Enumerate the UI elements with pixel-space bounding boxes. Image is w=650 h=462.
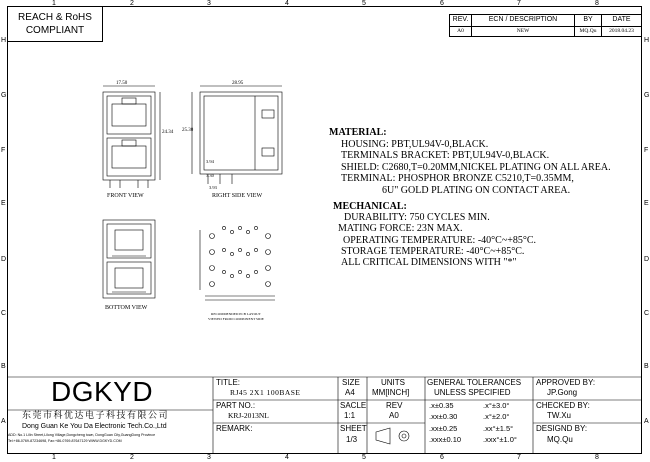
tolerance-angular: .x°±2.0° — [483, 412, 510, 421]
mechanical-section — [333, 201, 536, 268]
zone-col-7: 7 — [517, 0, 521, 7]
dim-side-small-1: 3.94 — [206, 159, 214, 164]
tolerance-linear: .xxx±0.10 — [429, 435, 462, 444]
tolerance-linear: .x±0.35 — [429, 401, 454, 410]
zone-col-3-bottom: 3 — [207, 454, 211, 461]
zone-row-b-right: B — [644, 363, 649, 370]
rev-row-rev: A0 — [449, 26, 472, 37]
zone-col-1: 1 — [52, 0, 56, 7]
zone-row-d: D — [1, 256, 7, 263]
tolerance-angular: .xxx°±1.0° — [483, 435, 517, 444]
size-value: A4 — [345, 388, 355, 397]
units-value: MM[INCH] — [372, 388, 410, 397]
pcb-layout-label-1: RECOMMENDED PCB LAYOUT — [211, 312, 261, 316]
tolerance-heading-1: GENERAL TOLERANCES — [427, 378, 522, 387]
zone-col-4: 4 — [285, 0, 289, 7]
material-line: TERMINALS BRACKET: PBT,UL94V-0,BLACK. — [341, 150, 550, 161]
rev-header-ecn: ECN / DESCRIPTION — [471, 14, 575, 27]
zone-row-a-right: A — [644, 418, 649, 425]
title-value: RJ45 2X1 100BASE — [230, 388, 301, 397]
zone-col-1-bottom: 1 — [52, 454, 56, 461]
zone-col-3: 3 — [207, 0, 211, 7]
mechanical-line: STORAGE TEMPERATURE: -40°C~+85°C. — [341, 245, 525, 257]
zone-col-2: 2 — [130, 0, 134, 7]
company-chinese-name: 东莞市科优达电子科技有限公司 — [22, 410, 170, 420]
company-english-name: Dong Guan Ke You Da Electronic Tech.Co.,Ltd — [22, 423, 167, 430]
bottom-view-label: BOTTOM VIEW — [105, 305, 148, 311]
rev-row-date: 2018.04.23 — [601, 26, 642, 37]
company-block — [7, 377, 213, 454]
sheet-value: 1/3 — [346, 435, 358, 444]
zone-col-8: 8 — [595, 0, 599, 7]
tolerance-linear: .xx±0.25 — [429, 424, 458, 433]
rev-header-date: DATE — [601, 14, 642, 27]
dim-side-small-2: 3.30 — [206, 173, 214, 178]
tolerance-angular: .x°±3.0° — [483, 401, 510, 410]
size-label: SIZE — [342, 378, 360, 387]
material-line: 6U" GOLD PLATING ON CONTACT AREA. — [382, 184, 571, 196]
approved-value: JP.Gong — [547, 388, 578, 397]
zone-row-g: G — [1, 92, 7, 99]
zone-col-8-bottom: 8 — [595, 454, 599, 461]
company-contact: Tel:+86-0769-87234698, Fax:+86-0769-87647129 WWW.DGKYD.COM — [8, 439, 122, 443]
zone-row-d-right: D — [644, 256, 650, 263]
compliance-line-1: REACH & RoHS — [18, 12, 92, 23]
tolerance-heading-2: UNLESS SPECIFIED — [434, 388, 511, 397]
material-line: HOUSING: PBT,UL94V-0,BLACK. — [341, 138, 489, 150]
zone-row-f: F — [1, 147, 6, 154]
material-line: SHIELD: C2680,T=0.20MM,NICKEL PLATING ON ALL AREA. — [341, 161, 611, 173]
scale-label: SACLE — [340, 401, 367, 410]
zone-row-a: A — [1, 418, 6, 425]
right-side-view-drawing — [192, 86, 282, 184]
checked-label: CHECKED BY: — [536, 401, 590, 410]
rev-row-by: MQ.Qu — [574, 26, 602, 37]
pcb-layout-drawing — [200, 226, 275, 300]
zone-col-5: 5 — [362, 0, 366, 7]
dim-front-height: 24.34 — [162, 130, 174, 135]
material-line: TERMINAL: PHOSPHOR BRONZE C5210,T=0.35MM, — [341, 173, 574, 184]
rev-row-ecn: NEW — [471, 26, 575, 37]
zone-row-f-right: F — [644, 147, 649, 154]
mechanical-line: OPERATING TEMPERATURE: -40°C~+85°C. — [343, 234, 537, 246]
zone-row-h-right: H — [644, 37, 650, 44]
tolerance-linear: .xx±0.30 — [429, 412, 458, 421]
tolerance-angular: .xx°±1.5° — [483, 424, 514, 433]
part-no-value: KRJ-2013NL — [228, 411, 269, 420]
dim-side-bottom: 3.93 — [209, 185, 217, 190]
dim-side-height: 25.30 — [182, 128, 194, 133]
rev-label: REV — [386, 401, 403, 410]
dim-front-width: 17.50 — [116, 81, 128, 86]
zone-col-7-bottom: 7 — [517, 454, 521, 461]
zone-col-6-bottom: 6 — [440, 454, 444, 461]
rev-value: A0 — [389, 411, 399, 420]
designed-value: MQ.Qu — [547, 435, 573, 444]
zone-row-b: B — [1, 363, 6, 370]
part-no-label: PART NO.: — [216, 401, 256, 410]
mechanical-line: ALL CRITICAL DIMENSIONS WITH "*" — [341, 257, 517, 269]
company-address: ADD: No.1 Lilin Street,Lilong Village,Dongcheng town, DongGuan City,GuangDong Province — [8, 433, 156, 437]
zone-row-g-right: G — [644, 92, 650, 99]
front-view-drawing — [103, 86, 160, 188]
dim-side-width: 28.95 — [232, 81, 244, 86]
front-view-label: FRONT VIEW — [107, 193, 144, 199]
company-logo: DGKYD — [51, 376, 154, 407]
zone-row-c-right: C — [644, 310, 650, 317]
projection-symbol — [376, 428, 409, 444]
designed-label: DESIGND BY: — [536, 424, 588, 433]
right-side-view-label: RIGHT SIDE VIEW — [212, 193, 263, 199]
approved-label: APPROVED BY: — [536, 378, 596, 387]
zone-col-6: 6 — [440, 0, 444, 7]
zone-col-2-bottom: 2 — [130, 454, 134, 461]
scale-value: 1:1 — [344, 411, 356, 420]
mechanical-heading: MECHANICAL: — [333, 201, 407, 212]
rev-header-by: BY — [574, 14, 602, 27]
material-section — [329, 127, 611, 196]
title-label: TITLE: — [216, 378, 241, 387]
zone-row-e-right: E — [644, 200, 649, 207]
zone-row-c: C — [1, 310, 7, 317]
bottom-view-drawing — [103, 220, 155, 298]
remark-label: REMARK: — [216, 424, 253, 433]
checked-value: TW.Xu — [547, 411, 572, 420]
zone-col-5-bottom: 5 — [362, 454, 366, 461]
pcb-layout-label-2: VIEWED FROM COMPONENT SIDE — [208, 317, 264, 321]
sheet-label: SHEET — [340, 424, 367, 433]
material-heading: MATERIAL: — [329, 127, 387, 138]
zone-col-4-bottom: 4 — [285, 454, 289, 461]
zone-row-h: H — [1, 37, 7, 44]
units-label: UNITS — [381, 378, 405, 387]
mechanical-line: MATING FORCE: 23N MAX. — [338, 223, 463, 235]
rev-header-rev: REV. — [449, 14, 472, 27]
zone-row-e: E — [1, 200, 6, 207]
compliance-line-2: COMPLIANT — [25, 25, 85, 36]
mechanical-line: DURABILITY: 750 CYCLES MIN. — [344, 212, 490, 224]
